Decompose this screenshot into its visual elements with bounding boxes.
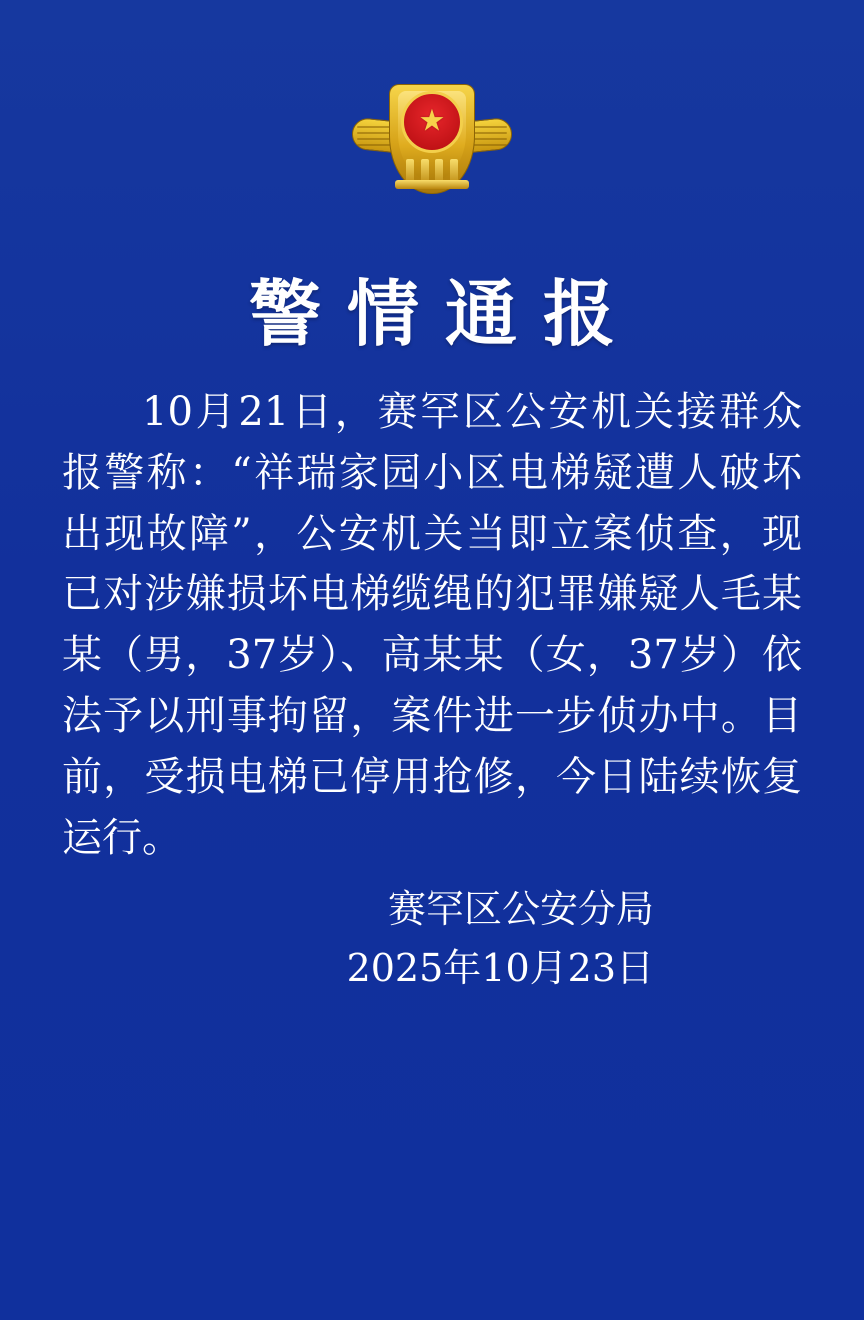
- signature-date: 2025年10月23日: [346, 945, 654, 990]
- badge-star-icon: ★: [418, 104, 446, 138]
- page-title: 警情通报: [248, 271, 641, 357]
- badge-base: [395, 180, 469, 189]
- signature-issuer: 赛罕区公安分局: [387, 887, 654, 931]
- signature-block: [0, 880, 864, 998]
- badge-red-circle: [401, 91, 463, 153]
- notice-body-text: 10月21日，赛罕区公安机关接群众报警称：“祥瑞家园小区电梯疑遭人破坏出现故障”，公安机关当即立案侦查，现已对涉嫌损坏电梯缆绳的犯罪嫌疑人毛某某（男，37岁）、高某某（女，37岁）依法予以刑事拘留，案件进一步侦办中。目前，受损电梯已停用抢修，今日陆续恢复运行。: [62, 389, 802, 861]
- emblem-container: [0, 62, 864, 212]
- china-police-badge-icon: [352, 62, 512, 212]
- badge-shield: [389, 84, 475, 194]
